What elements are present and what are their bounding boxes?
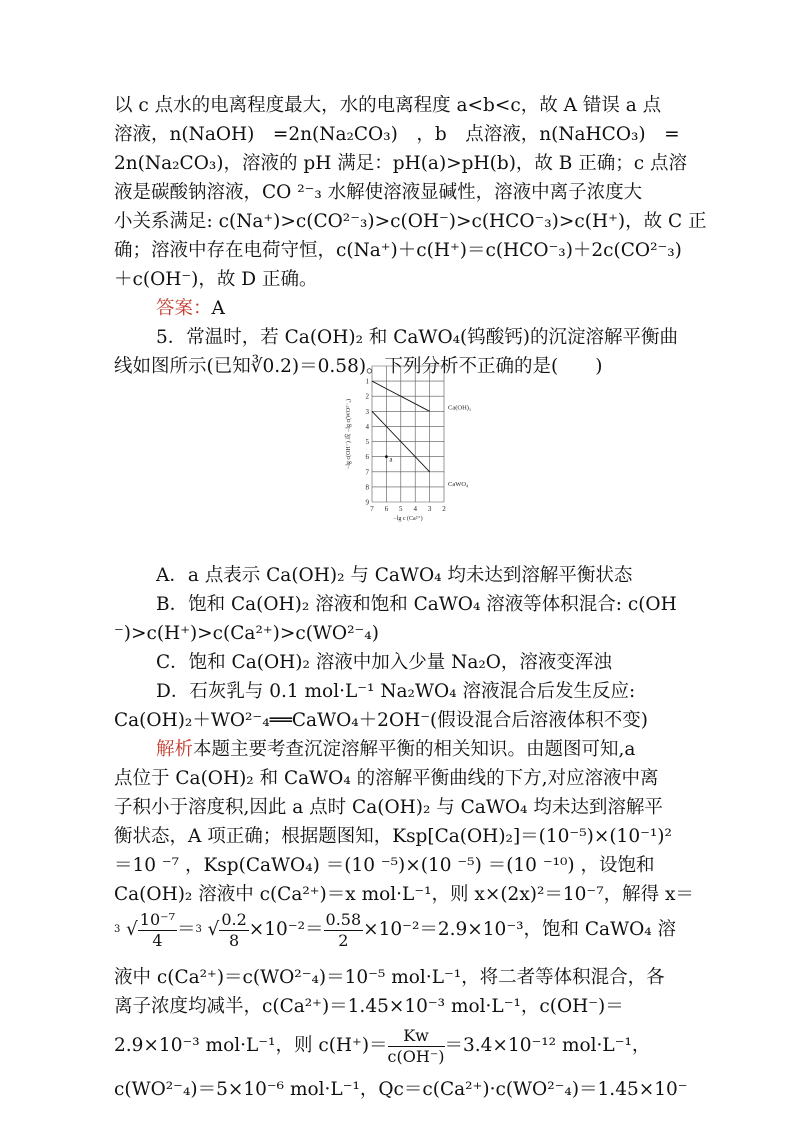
- y-tick-label: 3: [365, 407, 369, 416]
- y-tick-label: 1: [365, 377, 369, 386]
- chart-svg: [342, 356, 492, 526]
- analysis-line: 液中 c(Ca²⁺)＝c(WO²⁻₄)＝10⁻⁵ mol·L⁻¹，将二者等体积混合，各: [114, 967, 665, 988]
- y-tick-label: 8: [365, 483, 369, 492]
- answer-label: 答案：: [156, 298, 212, 319]
- question-5-line: 线如图所示(已知∛0.2)＝0.58)。下列分析不正确的是( ): [114, 356, 603, 377]
- fraction: $\frac{Kw}{c(OH^-)}$: [387, 1025, 445, 1066]
- option-b: B．饱和 Ca(OH)₂ 溶液和饱和 CaWO₄ 溶液等体积混合: c(OH: [156, 594, 677, 615]
- option-a: A．a 点表示 Ca(OH)₂ 与 CaWO₄ 均未达到溶解平衡状态: [156, 565, 633, 586]
- y-tick-label: 6: [365, 453, 369, 462]
- question-5-line: 5．常温时，若 Ca(OH)₂ 和 CaWO₄(钨酸钙)的沉淀溶解平衡曲: [156, 327, 678, 348]
- analysis-line: Ca(OH)₂ 溶液中 c(Ca²⁺)＝x mol·L⁻¹，则 x×(2x)²＝10⁻⁷，解得 x＝: [114, 884, 694, 905]
- text-line: 液是碳酸钠溶液，CO ²⁻₃ 水解使溶液显碱性，溶液中离子浓度大: [114, 182, 643, 203]
- y-tick-label: 7: [365, 468, 369, 477]
- data-point: [385, 455, 388, 458]
- analysis-line: ＝10 ⁻⁷ ，Ksp(CaWO₄) ＝(10 ⁻⁵)×(10 ⁻⁵) ＝(10 ⁻¹⁰) ，设饱和: [114, 855, 655, 876]
- point-label: a: [389, 455, 393, 464]
- y-tick-label: 5: [365, 438, 369, 447]
- y-tick-label: 9: [365, 498, 369, 507]
- cube-root: 3 √ $\frac{\text{10⁻⁷}}{4}$: [114, 909, 176, 950]
- y-axis-label: −lg c(OH⁻) 或 −lg c(WO²⁻₄): [346, 398, 352, 470]
- text-line: ＋c(OH⁻)，故 D 正确。: [114, 269, 318, 290]
- analysis-formula-line: 3 √ $\frac{\text{10⁻⁷}}{4}$ ＝ 3 √ $\frac{0.2}{8}$ ×10⁻²＝ $\frac{0.58}{2}$ ×10⁻²＝2.9×10⁻³，饱和 CaWO₄ 溶: [114, 908, 676, 952]
- option-b-cont: ⁻)>c(H⁺)>c(Ca²⁺)>c(WO²⁻₄): [114, 623, 379, 644]
- y-tick-label: 2: [365, 392, 369, 401]
- cube-root: 3 √ $\frac{0.2}{8}$: [195, 909, 247, 950]
- text-line: 以 c 点水的电离程度最大，水的电离程度 a<b<c，故 A 错误 a 点: [114, 95, 662, 116]
- series-label: CaWO₄: [448, 480, 469, 488]
- text-line: 小关系满足: c(Na⁺)>c(CO²⁻₃)>c(OH⁻)>c(HCO⁻₃)>c(H⁺)，故 C 正: [114, 211, 707, 232]
- x-tick-label: 6: [384, 505, 389, 513]
- x-axis-label: −lg c (Ca²⁺): [393, 516, 423, 522]
- text-line: 溶液，n(NaOH) =2n(Na₂CO₃) ，b 点溶液，n(NaHCO₃) =: [114, 124, 680, 145]
- answer-line: [156, 295, 225, 323]
- x-tick-label: 2: [442, 505, 446, 513]
- analysis-line: 子积小于溶度积,因此 a 点时 Ca(OH)₂ 与 CaWO₄ 均未达到溶解平: [114, 797, 663, 818]
- answer-value: A: [211, 298, 225, 319]
- series-label: Ca(OH)₂: [448, 404, 472, 412]
- text-line: 确；溶液中存在电荷守恒，c(Na⁺)＋c(H⁺)＝c(HCO⁻₃)＋2c(CO²⁻₃): [114, 240, 682, 261]
- x-tick-label: 7: [370, 505, 374, 513]
- option-c: C．饱和 Ca(OH)₂ 溶液中加入少量 Na₂O，溶液变浑浊: [156, 652, 612, 673]
- x-tick-label: 4: [413, 505, 417, 513]
- analysis-line: 衡状态，A 项正确；根据题图知，Ksp[Ca(OH)₂]＝(10⁻⁵)×(10⁻¹)²: [114, 826, 672, 847]
- x-tick-label: 5: [399, 505, 403, 513]
- analysis-line: c(WO²⁻₄)＝5×10⁻⁶ mol·L⁻¹，Qc＝c(Ca²⁺)·c(WO²⁻₄)＝1.45×10⁻: [114, 1079, 688, 1100]
- analysis-label: 解析: [156, 739, 194, 760]
- analysis-text: 本题主要考查沉淀溶解平衡的相关知识。由题图可知,a: [193, 739, 636, 760]
- analysis-line: 点位于 Ca(OH)₂ 和 CaWO₄ 的溶解平衡曲线的下方,对应溶液中离: [114, 768, 659, 789]
- analysis-line: 离子浓度均减半，c(Ca²⁺)＝1.45×10⁻³ mol·L⁻¹，c(OH⁻)＝: [114, 996, 624, 1017]
- option-d-cont: Ca(OH)₂＋WO²⁻₄══CaWO₄＋2OH⁻(假设混合后溶液体积不变): [114, 710, 648, 731]
- option-d: D．石灰乳与 0.1 mol·L⁻¹ Na₂WO₄ 溶液混合后发生反应:: [156, 681, 636, 702]
- y-tick-label: 4: [365, 422, 369, 431]
- analysis-formula-line: 2.9×10⁻³ mol·L⁻¹，则 c(H⁺)＝ $\frac{Kw}{c(OH^-)}$ ＝3.4×10⁻¹² mol·L⁻¹，: [114, 1025, 651, 1066]
- analysis-line: [156, 736, 635, 764]
- fraction: $\frac{0.58}{2}$: [325, 909, 362, 950]
- x-tick-label: 3: [427, 505, 432, 513]
- solubility-chart: [342, 356, 492, 526]
- text-line: 2n(Na₂CO₃)，溶液的 pH 满足：pH(a)>pH(b)，故 B 正确；c 点溶: [114, 153, 688, 174]
